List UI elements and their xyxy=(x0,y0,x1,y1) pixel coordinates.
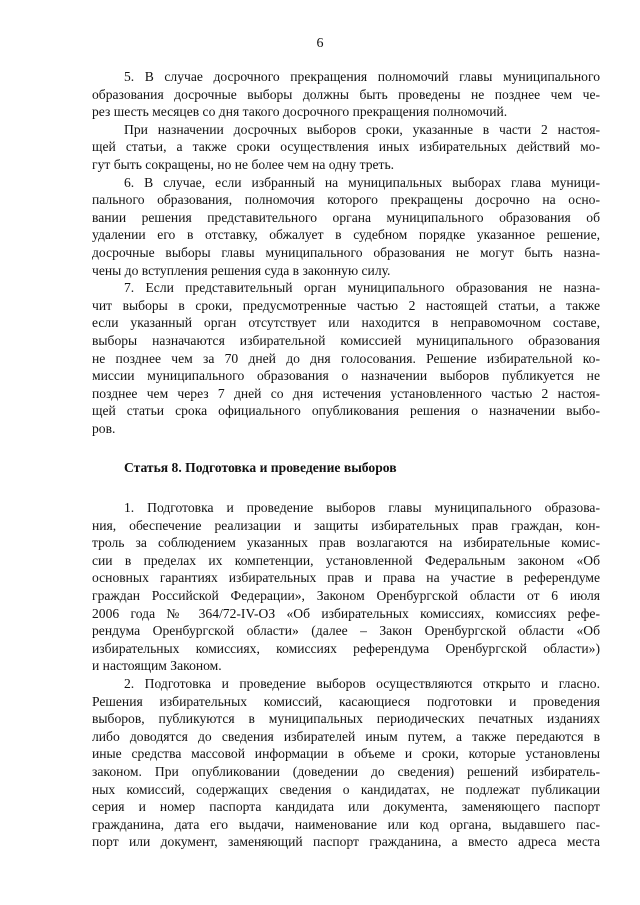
text-line: образования досрочные выборы должны быть проведены не позднее чем че- xyxy=(92,86,600,102)
text-line: 2006 года № 364/72-IV-ОЗ «Об избирательных комиссиях, комиссиях рефе- xyxy=(92,605,600,621)
text-line: сии в пределах их компетенции, установленной Федеральным законом «Об xyxy=(92,552,600,568)
text-line: если указанный орган отсутствует или находится в неправомочном составе, xyxy=(92,315,600,331)
text-line: выборов, публикуются в муниципальных периодических печатных изданиях xyxy=(92,711,600,727)
text-line: либо доводятся до сведения избирателей иным путем, а также передаются в xyxy=(92,728,600,744)
text-line: 7. Если представительный орган муниципального образования не назна- xyxy=(124,280,600,296)
paragraph-p5b xyxy=(92,121,600,174)
document-body xyxy=(92,68,600,851)
text-line: иные средства массовой информации в объеме и сроки, которые установлены xyxy=(92,746,600,762)
text-line: 2. Подготовка и проведение выборов осуществляются открыто и гласно. xyxy=(124,676,600,691)
text-line: Решения избирательных комиссий, касающиеся подготовки и проведения xyxy=(92,693,600,709)
text-line: избирательных комиссиях, комиссиях референдума Оренбургской области») xyxy=(92,640,600,656)
text-line: При назначении досрочных выборов сроки, указанные в части 2 настоя- xyxy=(124,121,600,137)
text-line: серия и номер паспорта кандидата или документа, заменяющего паспорт xyxy=(92,799,600,815)
text-line: щей статьи срока официального опубликования решения о назначении выбо- xyxy=(92,403,600,419)
text-line: законом. При опубликовании (доведении до сведения) решений избиратель- xyxy=(92,763,600,779)
text-line: щей статьи, а также сроки осуществления иных избирательных действий мо- xyxy=(92,139,600,155)
text-line: удалении его в отставку, обжалует в судебном порядке указанное решение, xyxy=(92,227,600,243)
text-line: пального образования, полномочия которого прекращены досрочно на осно- xyxy=(92,192,600,208)
text-line: досрочные выборы главы муниципального образования не могут быть назна- xyxy=(92,244,600,260)
text-line: порт или документ, заменяющий паспорт гражданина, а вместо адреса места xyxy=(92,834,600,850)
article-7-tail xyxy=(92,68,600,437)
paragraph-a8p1 xyxy=(92,499,600,675)
text-line: выборы назначаются избирательной комиссией муниципального образования xyxy=(92,332,600,348)
text-line: ров. xyxy=(92,420,116,436)
article-8-body xyxy=(92,499,600,851)
text-line: основных гарантиях избирательных прав и права на участие в референдуме xyxy=(92,570,600,586)
text-line: ных комиссий, содержащих сведения о кандидатах, не подлежат публикации xyxy=(92,781,600,797)
text-line: рендума Оренбургской области» (далее – Закон Оренбургской области «Об xyxy=(92,623,600,639)
article-heading: Статья 8. Подготовка и проведение выборов xyxy=(124,460,397,476)
text-line: 1. Подготовка и проведение выборов главы муниципального образова- xyxy=(124,500,600,516)
text-line: и настоящим Законом. xyxy=(92,658,222,674)
text-line: гражданина, дата его выдачи, наименование или код органа, выдавшего пас- xyxy=(92,816,600,832)
page-number: 6 xyxy=(316,36,324,51)
text-line: гут быть сокращены, но не более чем на одну треть. xyxy=(92,156,395,172)
paragraph-a8p2 xyxy=(92,675,600,851)
text-line: ния, обеспечение реализации и защиты избирательных прав граждан, кон- xyxy=(92,517,600,533)
text-line: 6. В случае, если избранный на муниципальных выборах глава муници- xyxy=(124,174,600,190)
text-line: миссии муниципального образования о назначении выборов публикуется не xyxy=(92,368,600,384)
text-line: чит выборы в сроки, предусмотренные частью 2 настоящей статьи, а также xyxy=(92,297,600,313)
text-line: чены до вступления решения суда в законную силу. xyxy=(92,262,391,278)
text-line: рез шесть месяцев со дня такого досрочного прекращения полномочий. xyxy=(92,104,508,120)
text-line: не позднее чем за 70 дней до дня голосования. Решение избирательной ко- xyxy=(92,350,600,366)
paragraph-p5 xyxy=(92,68,600,121)
paragraph-p7 xyxy=(92,279,600,437)
text-line: троль за соблюдением указанных прав возлагаются на избирательные комис- xyxy=(92,535,600,551)
paragraph-p6 xyxy=(92,174,600,280)
text-line: граждан Российской Федерации», Законом Оренбургской области от 6 июля xyxy=(92,588,600,604)
text-line: 5. В случае досрочного прекращения полномочий главы муниципального xyxy=(124,69,600,84)
text-line: вании решения представительного органа муниципального образования об xyxy=(92,209,600,225)
text-line: позднее чем через 7 дней со дня истечения установленного частью 2 настоя- xyxy=(92,385,600,401)
